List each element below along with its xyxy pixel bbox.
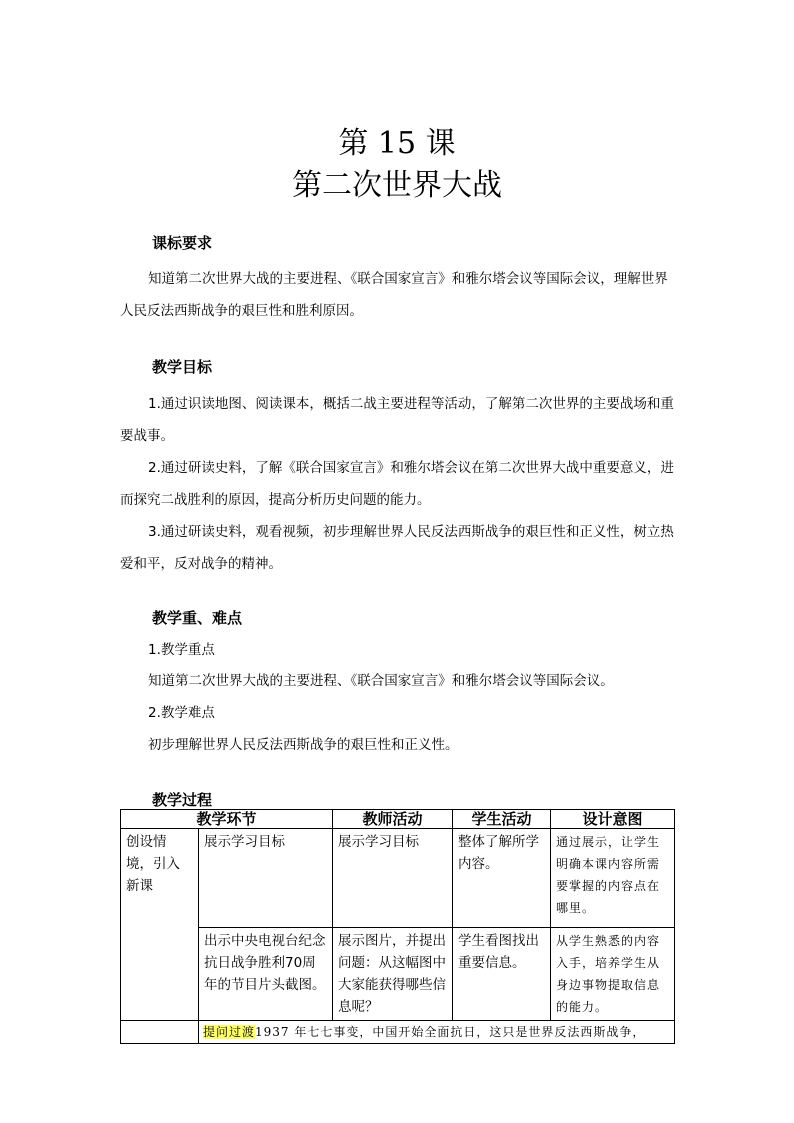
link-cell: 出示中央电视台纪念抗日战争胜利70周年的节目片头截图。	[199, 928, 333, 1021]
difficulty-label: 2.教学难点	[148, 705, 215, 721]
standards-text: 知道第二次世界大战的主要进程、《联合国家宣言》和雅尔塔会议等国际会议，理解世界人民反法西斯战争的艰巨性和胜利原因。	[120, 271, 668, 319]
column-header: 设计意图	[551, 810, 675, 829]
section-cell: 创设情境，引入新课	[121, 829, 199, 1021]
objectives-heading: 教学目标	[152, 358, 213, 376]
table-row	[121, 829, 675, 928]
intent-cell: 通过展示，让学生明确本课内容所需要掌握的内容点在哪里。	[551, 829, 675, 928]
teacher-cell: 展示学习目标	[333, 829, 453, 928]
intent-cell: 从学生熟悉的内容入手，培养学生从身边事物提取信息的能力。	[551, 928, 675, 1021]
column-header: 教学环节	[121, 810, 333, 829]
table-row	[121, 1021, 675, 1044]
column-header: 教师活动	[333, 810, 453, 829]
standards-heading: 课标要求	[152, 234, 213, 252]
transition-text: 1937 年七七事变，中国开始全面抗日，这只是世界反法西斯战争，	[255, 1025, 646, 1039]
student-cell: 学生看图找出重要信息。	[453, 928, 551, 1021]
transition-label: 提问过渡	[203, 1025, 256, 1039]
objective-item-3: 3.通过研读史料，观看视频，初步理解世界人民反法西斯战争的艰巨性和正义性，树立热爱和平，反对战争的精神。	[120, 524, 674, 572]
lesson-title: 第二次世界大战	[292, 168, 502, 203]
objective-item-1: 1.通过识读地图、阅读课本，概括二战主要进程等活动，了解第二次世界的主要战场和重要战事。	[120, 396, 674, 444]
difficulty-text: 初步理解世界人民反法西斯战争的艰巨性和正义性。	[148, 737, 459, 753]
focus-text: 知道第二次世界大战的主要进程、《联合国家宣言》和雅尔塔会议等国际会议。	[148, 673, 614, 689]
objective-item-2: 2.通过研读史料，了解《联合国家宣言》和雅尔塔会议在第二次世界大战中重要意义，进而探究二战胜利的原因，提高分析历史问题的能力。	[120, 460, 674, 508]
lesson-number: 第 15 课	[338, 126, 456, 161]
focus-label: 1.教学重点	[148, 642, 215, 658]
column-header: 学生活动	[453, 810, 551, 829]
empty-cell	[121, 1021, 199, 1044]
student-cell: 整体了解所学内容。	[453, 829, 551, 928]
table-header-row	[121, 810, 675, 829]
link-cell: 展示学习目标	[199, 829, 333, 928]
key-points-heading: 教学重、难点	[152, 609, 243, 627]
table-row	[121, 928, 675, 1021]
process-table	[120, 809, 675, 1044]
teacher-cell: 展示图片，并提出问题：从这幅图中大家能获得哪些信息呢？	[333, 928, 453, 1021]
process-heading: 教学过程	[152, 791, 213, 809]
transition-cell	[199, 1021, 675, 1044]
